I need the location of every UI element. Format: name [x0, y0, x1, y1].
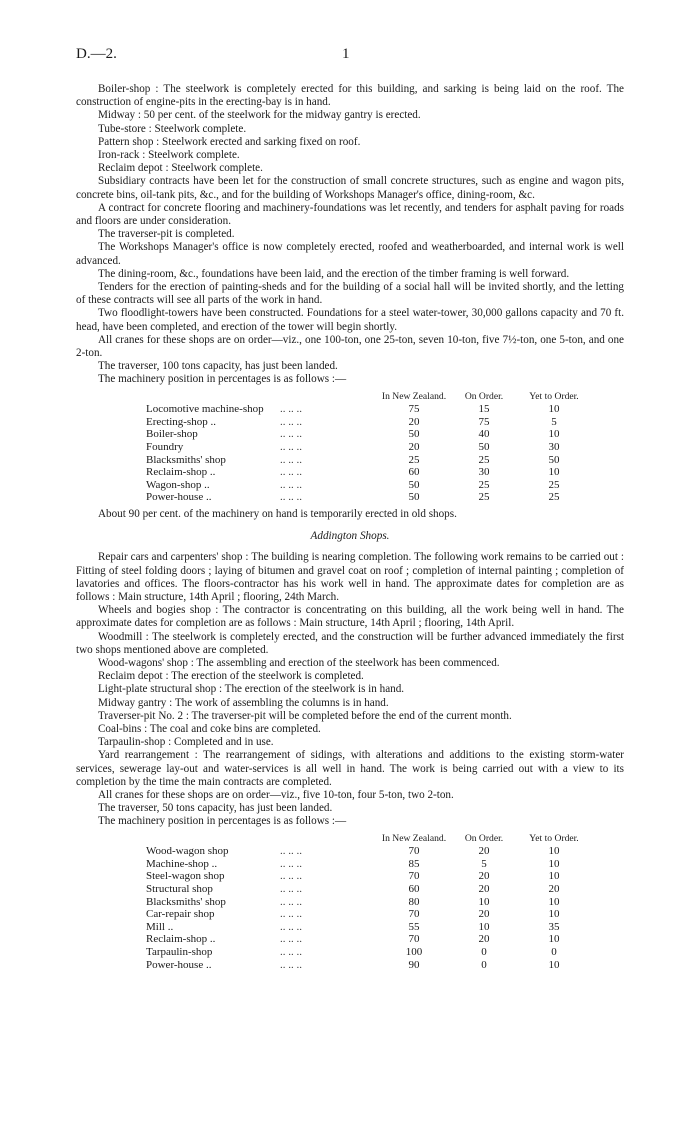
table-row [146, 946, 594, 959]
machinery-table-1 [146, 391, 594, 504]
table-cell-nz: 60 [408, 883, 420, 896]
paragraph: The dining-room, &c., foundations have been laid, and the erection of the timber framing is well forward. [98, 267, 570, 280]
table-cell-nz: 70 [408, 845, 420, 858]
shop-name: Wagon-shop .. [146, 478, 210, 491]
paragraph: Two floodlight-towers have been constructed. Foundations for a steel water-tower, 30,000 gallons capacity and 70 ft. head, have been completed, and erection of the tower will begin shortly. [76, 307, 624, 333]
table-row-shop-cell [146, 403, 374, 416]
table-cell-order: 50 [478, 441, 490, 454]
shop-name: Locomotive machine-shop [146, 403, 264, 416]
table-column-header: In New Zealand. [381, 390, 447, 402]
table-row [146, 933, 594, 946]
table-row [146, 921, 594, 934]
table-row [146, 441, 594, 454]
leader-dots: .. .. .. [280, 478, 302, 491]
table-cell-nz: 100 [405, 946, 423, 959]
paragraph: All cranes for these shops are on order—viz., five 10-ton, four 5-ton, two 2-ton. [98, 789, 454, 802]
leader-dots: .. .. .. [280, 403, 302, 416]
table-cell-order: 25 [478, 491, 490, 504]
paragraph: The machinery position in percentages is as follows :— [98, 815, 347, 828]
table-cell-yet: 10 [548, 933, 560, 946]
paragraph: The traverser, 50 tons capacity, has just been landed. [98, 802, 333, 815]
table-row [146, 403, 594, 416]
paragraph: Iron-rack : Steelwork complete. [98, 149, 240, 162]
leader-dots: .. .. .. [280, 415, 302, 428]
table-row-shop-cell [146, 858, 374, 871]
leader-dots: .. .. .. [280, 958, 302, 971]
table-row-shop-cell [146, 845, 374, 858]
shop-name: Car-repair shop [146, 908, 215, 921]
table-row-shop-cell [146, 454, 374, 467]
table-cell-yet: 10 [548, 466, 560, 479]
table-row-shop-cell [146, 896, 374, 909]
paragraph: Tenders for the erection of painting-sheds and for the building of a social hall will be invited shortly, and the letting of these contracts will see all parts of the work in hand. [76, 281, 624, 307]
table-header-row [146, 833, 594, 846]
table-cell-yet: 30 [548, 441, 560, 454]
table-row [146, 479, 594, 492]
paragraph: The machinery position in percentages is as follows :— [98, 373, 347, 386]
shop-name: Boiler-shop [146, 428, 198, 441]
table-cell-order: 25 [478, 478, 490, 491]
leader-dots: .. .. .. [280, 453, 302, 466]
paragraph: Reclaim depot : Steelwork complete. [98, 162, 263, 175]
leader-dots: .. .. .. [280, 466, 302, 479]
table-cell-order: 40 [478, 428, 490, 441]
table-cell-nz: 20 [408, 441, 420, 454]
table-cell-nz: 70 [408, 870, 420, 883]
table-cell-yet: 0 [551, 946, 557, 959]
table-column-header: In New Zealand. [381, 832, 447, 844]
shop-name: Power-house .. [146, 958, 212, 971]
paragraph: Pattern shop : Steelwork erected and sarking fixed on roof. [98, 135, 361, 148]
shop-name: Power-house .. [146, 491, 212, 504]
leader-dots: .. .. .. [280, 933, 302, 946]
document-body [76, 83, 624, 975]
shop-name: Foundry [146, 441, 184, 454]
table-row [146, 466, 594, 479]
table-cell-order: 0 [481, 946, 487, 959]
table-cell-nz: 75 [408, 403, 420, 416]
paragraph: Woodmill : The steelwork is completely erected, and the construction will be further advanced immediately the first two shops mentioned above are completed. [76, 630, 624, 656]
section-1-closing-paragraph: About 90 per cent. of the machinery on hand is temporarily erected in old shops. [98, 508, 457, 521]
table-cell-nz: 70 [408, 908, 420, 921]
table-cell-yet: 10 [548, 958, 560, 971]
table-row-shop-cell [146, 416, 374, 429]
shop-name: Reclaim-shop .. [146, 933, 216, 946]
table-column-header: Yet to Order. [529, 832, 579, 844]
table-cell-yet: 10 [548, 895, 560, 908]
leader-dots: .. .. .. [280, 857, 302, 870]
table-row [146, 908, 594, 921]
table-cell-order: 25 [478, 453, 490, 466]
document-reference: D.—2. [76, 46, 117, 62]
paragraph: Midway : 50 per cent. of the steelwork for the midway gantry is erected. [98, 109, 421, 122]
shop-name: Machine-shop .. [146, 857, 218, 870]
machinery-table-2 [146, 833, 594, 972]
paragraph: Coal-bins : The coal and coke bins are completed. [98, 723, 321, 736]
table-cell-nz: 50 [408, 491, 420, 504]
leader-dots: .. .. .. [280, 895, 302, 908]
leader-dots: .. .. .. [280, 870, 302, 883]
table-cell-nz: 90 [408, 958, 420, 971]
table-cell-order: 20 [478, 908, 490, 921]
table-row-shop-cell [146, 870, 374, 883]
paragraph: Traverser-pit No. 2 : The traverser-pit will be completed before the end of the current month. [98, 709, 512, 722]
table-row [146, 454, 594, 467]
leader-dots: .. .. .. [280, 920, 302, 933]
table-cell-nz: 20 [408, 415, 420, 428]
table-cell-order: 5 [481, 857, 487, 870]
table-row-shop-cell [146, 908, 374, 921]
table-row [146, 845, 594, 858]
leader-dots: .. .. .. [280, 441, 302, 454]
paragraph: The traverser, 100 tons capacity, has just been landed. [98, 360, 338, 373]
table-cell-order: 10 [478, 920, 490, 933]
table-row-shop-cell [146, 946, 374, 959]
table-cell-yet: 10 [548, 845, 560, 858]
table-cell-nz: 70 [408, 933, 420, 946]
paragraph: Tarpaulin-shop : Completed and in use. [98, 736, 274, 749]
shop-name: Wood-wagon shop [146, 845, 229, 858]
table-row-shop-cell [146, 441, 374, 454]
table-cell-yet: 10 [548, 908, 560, 921]
leader-dots: .. .. .. [280, 946, 302, 959]
table-row-shop-cell [146, 959, 374, 972]
table-cell-order: 15 [478, 403, 490, 416]
section-1-paragraphs [76, 83, 624, 387]
table-cell-order: 75 [478, 415, 490, 428]
table-row [146, 491, 594, 504]
paragraph: Wood-wagons' shop : The assembling and erection of the steelwork has been commenced. [98, 657, 500, 670]
paragraph: Light-plate structural shop : The erection of the steelwork is in hand. [98, 683, 405, 696]
table-cell-order: 20 [478, 870, 490, 883]
table-cell-yet: 35 [548, 920, 560, 933]
shop-name: Erecting-shop .. [146, 415, 216, 428]
paragraph: Repair cars and carpenters' shop : The building is nearing completion. The following work remains to be carried out : Fitting of steel folding doors ; laying of bitumen and gravel coat on roof ; completion of internal painting ; completion of lavatories and offices. The floors-contractor has his work well in hand. The approximate dates for completion are as follows : Main structure, 14th April ; flooring, 24th March. [76, 551, 624, 604]
table-cell-order: 20 [478, 845, 490, 858]
table-header-row [146, 391, 594, 404]
table-row-shop-cell [146, 883, 374, 896]
table-row-shop-cell [146, 428, 374, 441]
table-row-shop-cell [146, 933, 374, 946]
table-cell-yet: 10 [548, 403, 560, 416]
table-column-header: Yet to Order. [529, 390, 579, 402]
table-header-blank [146, 833, 374, 846]
table-cell-yet: 10 [548, 857, 560, 870]
table-row [146, 870, 594, 883]
shop-name: Blacksmiths' shop [146, 895, 226, 908]
table-row [146, 883, 594, 896]
table-cell-order: 30 [478, 466, 490, 479]
table-cell-yet: 5 [551, 415, 557, 428]
table-row [146, 959, 594, 972]
paragraph: The traverser-pit is completed. [98, 228, 235, 241]
leader-dots: .. .. .. [280, 845, 302, 858]
section-heading-addington: Addington Shops. [310, 530, 390, 543]
table-cell-nz: 60 [408, 466, 420, 479]
paragraph: Midway gantry : The work of assembling the columns is in hand. [98, 696, 389, 709]
table-cell-order: 20 [478, 933, 490, 946]
leader-dots: .. .. .. [280, 883, 302, 896]
leader-dots: .. .. .. [280, 491, 302, 504]
table-column-header: On Order. [464, 832, 504, 844]
leader-dots: .. .. .. [280, 428, 302, 441]
table-row [146, 896, 594, 909]
table-cell-order: 0 [481, 958, 487, 971]
table-row-shop-cell [146, 921, 374, 934]
shop-name: Reclaim-shop .. [146, 466, 216, 479]
table-row-shop-cell [146, 491, 374, 504]
paragraph: Subsidiary contracts have been let for the construction of small concrete structures, such as engine and wagon pits, concrete bins, oil-tank pits, &c., and for the building of Workshops Manager's office, dining-room, &c. [76, 175, 624, 201]
table-cell-yet: 50 [548, 453, 560, 466]
paragraph: The Workshops Manager's office is now completely erected, roofed and weatherboarded, and internal work is well advanced. [76, 241, 624, 267]
table-cell-yet: 10 [548, 870, 560, 883]
table-cell-nz: 50 [408, 428, 420, 441]
table-row [146, 416, 594, 429]
table-cell-nz: 55 [408, 920, 420, 933]
table-row [146, 858, 594, 871]
shop-name: Blacksmiths' shop [146, 453, 226, 466]
section-2-paragraphs [76, 551, 624, 828]
table-cell-yet: 25 [548, 478, 560, 491]
table-row-shop-cell [146, 479, 374, 492]
page-header [76, 46, 636, 66]
leader-dots: .. .. .. [280, 908, 302, 921]
table-cell-yet: 25 [548, 491, 560, 504]
paragraph: Reclaim depot : The erection of the steelwork is completed. [98, 670, 364, 683]
page-number: 1 [342, 46, 350, 62]
table-cell-order: 20 [478, 883, 490, 896]
table-cell-nz: 80 [408, 895, 420, 908]
paragraph: Boiler-shop : The steelwork is completely erected for this building, and sarking is being laid on the roof. The construction of engine-pits in the erecting-bay is in hand. [76, 83, 624, 109]
paragraph: Tube-store : Steelwork complete. [98, 122, 247, 135]
paragraph: Yard rearrangement : The rearrangement of sidings, with alterations and additions to the existing storm-water services, sewerage lay-out and water-services is all well in hand. The work is being carried out with a view to its completion by the time the main contracts are completed. [76, 749, 624, 788]
table-cell-nz: 50 [408, 478, 420, 491]
table-row [146, 428, 594, 441]
paragraph: Wheels and bogies shop : The contractor is concentrating on this building, all the work being well in hand. The approximate dates for completion are as follows : Main structure, 14th April ; flooring, 14th April. [76, 604, 624, 630]
paragraph: A contract for concrete flooring and machinery-foundations was let recently, and tenders for asphalt paving for roads and floors are under consideration. [76, 201, 624, 228]
shop-name: Steel-wagon shop [146, 870, 225, 883]
table-cell-nz: 85 [408, 857, 420, 870]
table-cell-yet: 20 [548, 883, 560, 896]
shop-name: Mill .. [146, 920, 174, 933]
table-column-header: On Order. [464, 390, 504, 402]
table-row-shop-cell [146, 466, 374, 479]
table-cell-order: 10 [478, 895, 490, 908]
shop-name: Tarpaulin-shop [146, 946, 213, 959]
shop-name: Structural shop [146, 883, 213, 896]
table-cell-nz: 25 [408, 453, 420, 466]
table-cell-yet: 10 [548, 428, 560, 441]
table-header-blank [146, 391, 374, 404]
paragraph: All cranes for these shops are on order—viz., one 100-ton, one 25-ton, seven 10-ton, five 7½-ton, one 5-ton, and one 2-ton. [76, 333, 624, 360]
